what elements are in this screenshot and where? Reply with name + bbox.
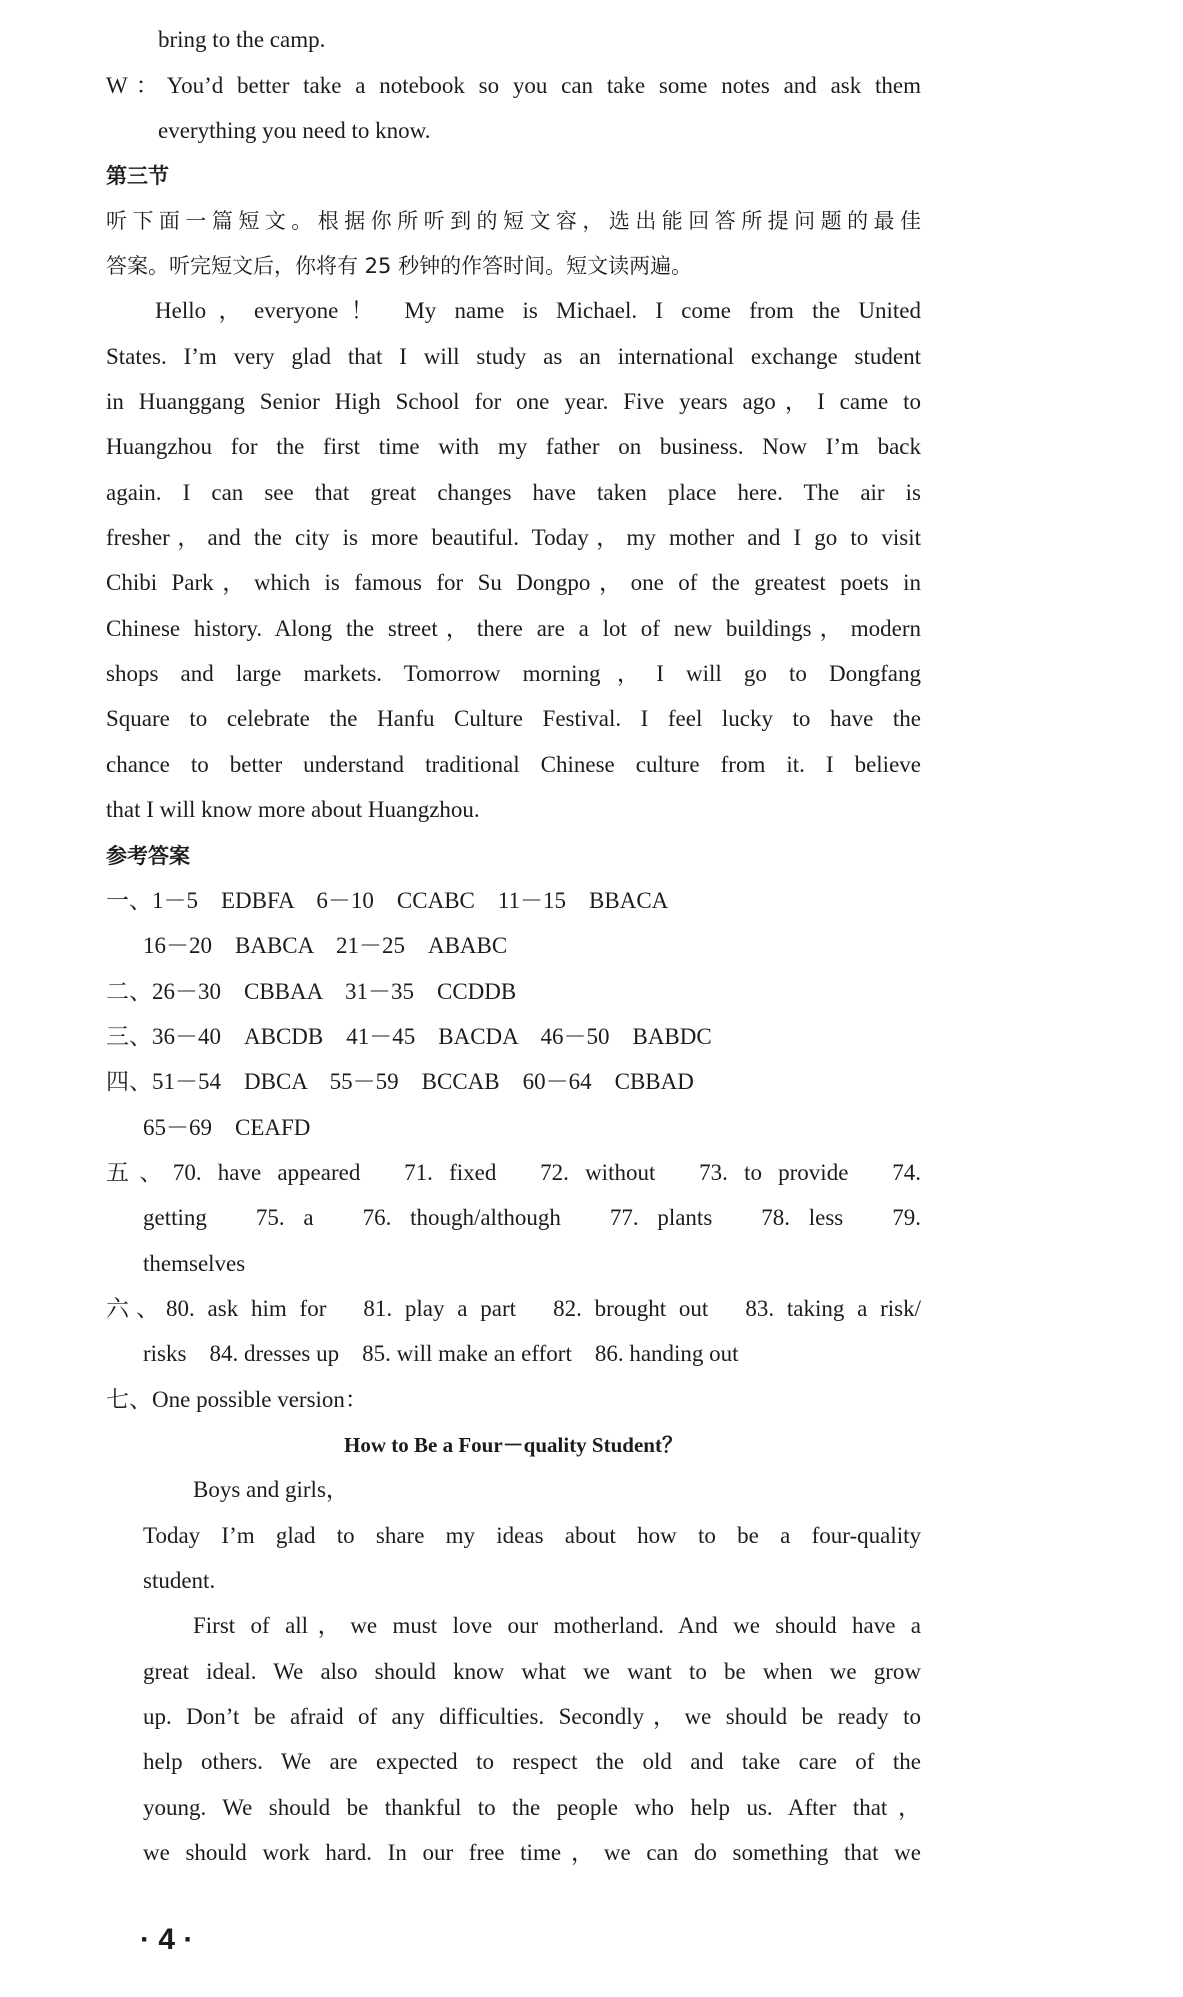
passage-line: Huangzhou for the first time with my father on business. Now I’m back: [106, 434, 921, 459]
passage-line: Hello，everyone！ My name is Michael. I come from the United: [155, 298, 921, 323]
answer-line: 六、80. ask him for 81. play a part 82. brought out 83. taking a risk/: [106, 1296, 921, 1321]
answer-line: 五、70. have appeared 71. fixed 72. without 73. to provide 74.: [106, 1160, 921, 1185]
answer-line: 16－20 BABCA 21－25 ABABC: [143, 933, 508, 958]
passage-line: that I will know more about Huangzhou.: [106, 797, 480, 822]
passage-line: in Huanggang Senior High School for one year. Five years ago，I came to: [106, 389, 921, 414]
passage-line: shops and large markets. Tomorrow morning，I will go to Dongfang: [106, 661, 921, 686]
page-number: · 4 ·: [140, 1923, 194, 1956]
essay-line: we should work hard. In our free time，we can do something that we: [143, 1840, 921, 1865]
answer-line: risks 84. dresses up 85. will make an effort 86. handing out: [143, 1341, 739, 1366]
essay-line: Boys and girls，: [193, 1477, 349, 1502]
text-line: everything you need to know.: [158, 118, 431, 143]
answer-line: 一、1－5 EDBFA 6－10 CCABC 11－15 BBACA: [106, 888, 669, 913]
essay-line: young. We should be thankful to the people who help us. After that，: [143, 1795, 921, 1820]
instruction-line: 听下面一篇短文。根据你所听到的短文容，选出能回答所提问题的最佳: [106, 209, 921, 233]
passage-line: States. I’m very glad that I will study as an international exchange student: [106, 344, 921, 369]
passage-line: Square to celebrate the Hanfu Culture Festival. I feel lucky to have the: [106, 706, 921, 731]
essay-line: help others. We are expected to respect the old and take care of the: [143, 1749, 921, 1774]
answer-line: 二、26－30 CBBAA 31－35 CCDDB: [106, 979, 517, 1004]
passage-line: again. I can see that great changes have taken place here. The air is: [106, 480, 921, 505]
text-line: bring to the camp.: [158, 27, 326, 52]
answer-line: 65－69 CEAFD: [143, 1115, 311, 1140]
essay-line: Today I’m glad to share my ideas about how to be a four-quality: [143, 1523, 921, 1548]
essay-line: student.: [143, 1568, 216, 1593]
essay-line: First of all，we must love our motherland. And we should have a: [193, 1613, 921, 1638]
text-line: W：You’d better take a notebook so you can take some notes and ask them: [106, 73, 921, 98]
answer-line: getting 75. a 76. though/although 77. plants 78. less 79.: [143, 1205, 921, 1230]
instruction-line: 答案。听完短文后，你将有 25 秒钟的作答时间。短文读两遍。: [106, 254, 693, 278]
answer-line: 三、36－40 ABCDB 41－45 BACDA 46－50 BABDC: [106, 1024, 712, 1049]
passage-line: chance to better understand traditional Chinese culture from it. I believe: [106, 752, 921, 777]
answer-line: 七、One possible version：: [106, 1387, 368, 1412]
answers-heading: 参考答案: [106, 844, 190, 868]
answer-line: themselves: [143, 1251, 246, 1276]
essay-line: great ideal. We also should know what we want to be when we grow: [143, 1659, 921, 1684]
answer-line: 四、51－54 DBCA 55－59 BCCAB 60－64 CBBAD: [106, 1069, 694, 1094]
essay-line: up. Don’t be afraid of any difficulties. Secondly，we should be ready to: [143, 1704, 921, 1729]
essay-title: How to Be a Four－quality Student？: [344, 1433, 683, 1457]
passage-line: Chibi Park，which is famous for Su Dongpo，one of the greatest poets in: [106, 570, 921, 595]
section-heading: 第三节: [106, 164, 169, 188]
passage-line: fresher，and the city is more beautiful. Today，my mother and I go to visit: [106, 525, 921, 550]
passage-line: Chinese history. Along the street，there are a lot of new buildings，modern: [106, 616, 921, 641]
